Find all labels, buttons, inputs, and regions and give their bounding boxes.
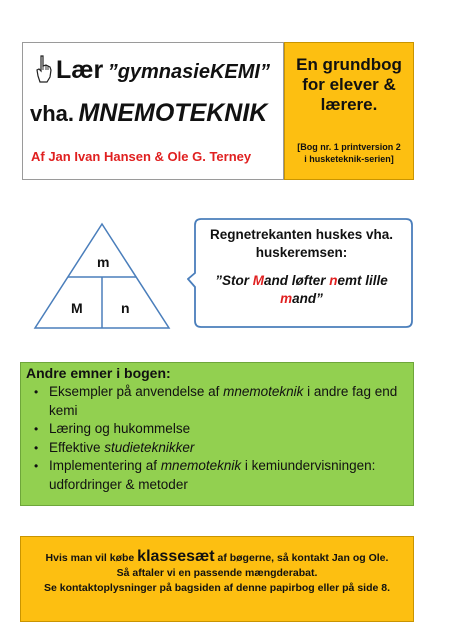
series-note-line-2: i husketeknik-serien] [304, 154, 394, 164]
title-word-vha: vha. [30, 101, 75, 126]
notice-text [21, 549, 413, 596]
item-text: Effektive [49, 439, 105, 455]
triangle-label-M: M [71, 300, 83, 316]
audience-line-1: En grundbog [296, 55, 402, 74]
phrase-highlight-m: m [280, 291, 293, 306]
title-subject: ”gymnasieKEMI” [107, 61, 270, 83]
authors: Af Jan Ivan Hansen & Ole G. Terney [31, 149, 252, 164]
hand-pointing-icon [34, 54, 54, 84]
bubble-line-1: Regnetrekanten huskes vha. [209, 227, 394, 242]
bubble-line-2: huskeremsen: [255, 245, 348, 260]
topics-box [20, 362, 414, 506]
title-line-1 [56, 56, 270, 85]
notice-part: Hvis man vil købe [45, 552, 138, 564]
phrase-part: and løfter [263, 273, 330, 288]
audience-panel [284, 42, 414, 180]
phrase-highlight-n: n [329, 273, 338, 288]
series-note [285, 141, 413, 165]
series-note-line-1: [Bog nr. 1 printversion 2 [297, 142, 401, 152]
title-box [22, 42, 284, 180]
phrase-part: ”Stor [215, 273, 253, 288]
audience-line-2: for elever & [302, 75, 396, 94]
notice-emphasis: klassesæt [137, 548, 215, 565]
item-emphasis: studieteknikker [104, 439, 195, 455]
triangle-shape [33, 222, 171, 330]
bubble-intro [195, 226, 408, 262]
item-emphasis: mnemoteknik [223, 384, 304, 399]
notice-line-3: Se kontaktoplysninger på bagsiden af denne papirbog eller på side 8. [44, 582, 390, 594]
formula-triangle [33, 222, 171, 330]
phrase-part: and” [292, 291, 323, 306]
item-emphasis: mnemoteknik [160, 458, 242, 473]
audience-line-3: lærere. [320, 95, 378, 114]
list-item [31, 439, 401, 458]
audience-text [285, 55, 413, 115]
triangle-label-m: m [97, 254, 110, 270]
title-line-2 [30, 99, 267, 128]
class-set-notice [20, 536, 414, 622]
phrase-part: emt lille [337, 273, 388, 288]
item-text: Eksempler på anvendelse af [49, 384, 224, 399]
mnemonic-phrase [195, 272, 408, 308]
title-word-laer: Lær [56, 56, 104, 84]
notice-line-2: Så aftaler vi en passende mængderabat. [116, 567, 318, 579]
list-item: • Læring og hukommelse [31, 420, 401, 439]
list-item [31, 457, 401, 494]
topics-title: Andre emner i bogen: [26, 365, 171, 381]
list-item [31, 383, 401, 420]
item-text: i kemiundervisningen: udfordringer & metoder [49, 458, 376, 492]
notice-part: af bøgerne, så kontakt Jan og Ole. [214, 552, 389, 564]
notice-line-1 [21, 549, 413, 566]
title-mnemoteknik: MNEMOTEKNIK [78, 99, 268, 127]
topics-list [31, 383, 401, 494]
triangle-label-n: n [121, 300, 130, 316]
phrase-highlight-M: M [252, 273, 264, 288]
item-text: Implementering af [49, 458, 161, 473]
item-text: i andre fag end kemi [49, 384, 398, 418]
